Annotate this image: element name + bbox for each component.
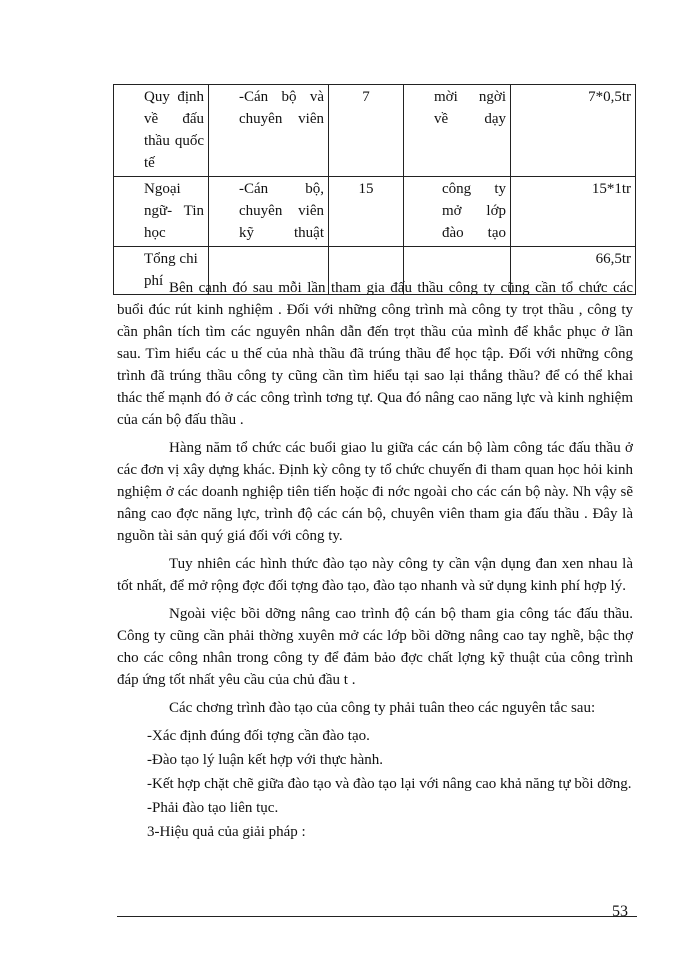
list-item: -Đào tạo lý luận kết hợp với thực hành. xyxy=(147,752,384,768)
paragraph: Hàng năm tổ chức các buổi giao lu giữa các cán bộ làm công tác đấu thầu ở các đơn vị xây dựng khác. Định kỳ công ty tổ chức chuyến đi tham quan học hỏi kinh nghiệm ở các doanh nghiệp tiên tiến hoặc đi nớc ngoài cho các cán bộ này. Nh vậy sẽ nâng cao đợc năng lực, trình độ các cán bộ, chuyên viên tham gia đấu thầu . Đây là nguồn tài sản quý giá đối với công ty. xyxy=(117,440,633,544)
course-cell: Ngoại ngữ- Tin học xyxy=(114,177,209,247)
list-item: -Xác định đúng đối tợng cần đào tạo. xyxy=(147,728,370,744)
table-row xyxy=(114,177,636,247)
method-cell: công ty mở lớp đào tạo xyxy=(404,177,511,247)
list-item: -Phải đào tạo liên tục. xyxy=(147,800,279,816)
body-text xyxy=(117,277,633,845)
total-label-cell: Tổng chi phí xyxy=(114,247,209,295)
participants-cell: -Cán bộ, chuyên viên kỹ thuật xyxy=(209,177,329,247)
participants-cell: -Cán bộ và chuyên viên xyxy=(209,85,329,177)
paragraph: Bên cạnh đó sau mỗi lần tham gia đấu thầu công ty cũng cần tổ chức các buổi đúc rút kinh nghiệm . Đối với những công trình mà công ty trọt thầu , công ty cần phân tích tìm các nguyên nhân dẫn đến trọt thầu của mình để khắc phục ở lần sau. Tìm hiểu các u thế của nhà thầu đã trúng thầu để học tập. Đối với những công trình đã trúng thầu công ty cũng cần tìm hiểu tại sao lại thắng thầu? để có thể khai thác thế mạnh đó ở các công trình tơng tự. Qua đó nâng cao năng lực và kinh nghiệm của cán bộ đấu thầu . xyxy=(117,280,633,428)
list-item: -Kết hợp chặt chẽ giữa đào tạo và đào tạo lại với nâng cao khả năng tự bồi dỡng. xyxy=(147,776,632,792)
method-cell: mời ngời về dạy xyxy=(404,85,511,177)
training-cost-table xyxy=(113,84,636,295)
count-cell: 15 xyxy=(329,177,404,247)
total-cost-cell: 66,5tr xyxy=(511,247,636,295)
paragraph: Các chơng trình đào tạo của công ty phải tuân theo các nguyên tắc sau: xyxy=(169,700,596,716)
page-number: 53 xyxy=(612,903,628,920)
cost-cell: 15*1tr xyxy=(511,177,636,247)
section-heading: 3-Hiệu quả của giải pháp : xyxy=(147,824,306,840)
paragraph: Tuy nhiên các hình thức đào tạo này công ty cần vận dụng đan xen nhau là tốt nhất, để mở rộng đợc đối tợng đào tạo, đào tạo nhanh và sử dụng kinh phí hợp lý. xyxy=(117,556,633,594)
table-row xyxy=(114,85,636,177)
course-cell: Quy định về đấu thầu quốc tế xyxy=(114,85,209,177)
cost-cell: 7*0,5tr xyxy=(511,85,636,177)
paragraph: Ngoài việc bồi dỡng nâng cao trình độ cán bộ tham gia công tác đấu thầu. Công ty cũng cần phải thờng xuyên mở các lớp bồi dỡng nâng cao tay nghề, bậc thợ cho các công nhân trong công ty để đảm bảo đợc chất lợng kỹ thuật của công trình đáp ứng tốt nhất yêu cầu của chủ đầu t . xyxy=(117,606,633,688)
footer-divider xyxy=(117,916,637,917)
count-cell: 7 xyxy=(329,85,404,177)
